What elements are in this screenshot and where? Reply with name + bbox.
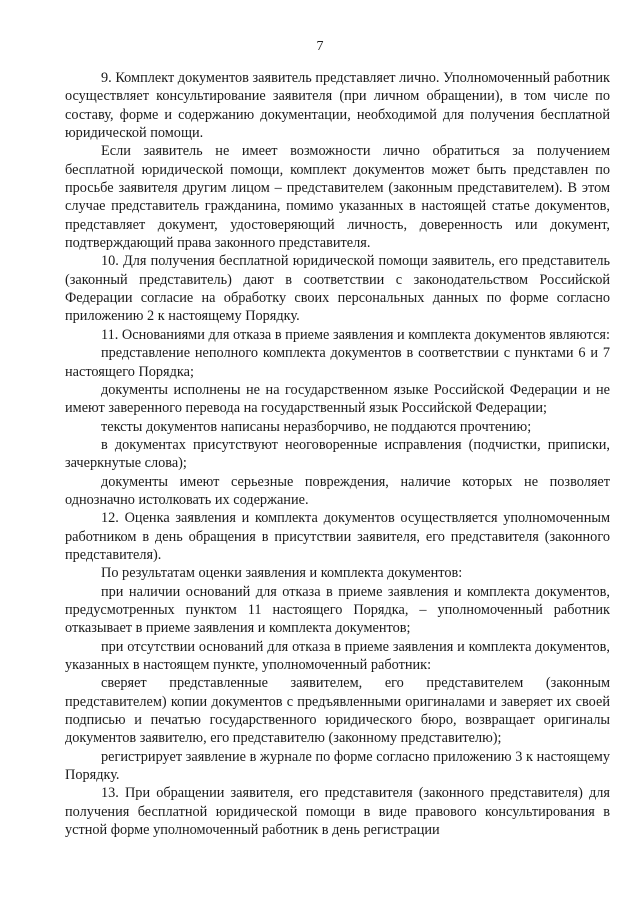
page-number: 7 xyxy=(316,39,324,54)
list-item-verify-copies: сверяет представленные заявителем, его представителем (законным представителем) копии документов с предъявленными оригиналами и заверяет их своей подписью и печатью государственного юридического бюро, возвращает оригиналы документов заявителю, его представителю (законному представителю); xyxy=(65,675,610,747)
list-item-register: регистрирует заявление в журнале по форме согласно приложению 3 к настоящему Порядку. xyxy=(65,748,610,784)
list-item-foreign-language: документы исполнены не на государственном языке Российской Федерации и не имеют заверенного перевода на государственный язык Российской Федерации; xyxy=(65,381,610,417)
list-item-illegible: тексты документов написаны неразборчиво, не поддаются прочтению; xyxy=(101,418,532,435)
list-item-corrections: в документах присутствуют неоговоренные исправления (подчистки, приписки, зачеркнутые слова); xyxy=(65,436,610,472)
list-item-refusal: при наличии оснований для отказа в приеме заявления и комплекта документов, предусмотренных пунктом 11 настоящего Порядка, – уполномоченный работник отказывает в приеме заявления и комплекта документов; xyxy=(65,583,610,637)
paragraph-12-evaluation: 12. Оценка заявления и комплекта документов осуществляется уполномоченным работником в день обращения в присутствии заявителя, его представителя (законного представителя). xyxy=(65,510,610,563)
paragraph-11-refusal-grounds: 11. Основаниями для отказа в приеме заявления и комплекта документов являются: xyxy=(101,326,610,343)
list-item-incomplete-set: представление неполного комплекта документов в соответствии с пунктами 6 и 7 настоящего Порядка; xyxy=(65,345,610,380)
list-item-damaged: документы имеют серьезные повреждения, наличие которых не позволяет однозначно истолковать их содержание. xyxy=(65,473,610,508)
document-body xyxy=(65,69,610,839)
list-item-no-grounds: при отсутствии оснований для отказа в приеме заявления и комплекта документов, указанных в настоящем пункте, уполномоченный работник: xyxy=(65,638,610,673)
paragraph-representative: Если заявитель не имеет возможности лично обратиться за получением бесплатной юридической помощи, комплект документов может быть представлен по просьбе заявителя другим лицом – представителем (законным представителем). В этом случае представитель гражданина, помимо указанных в настоящей статье документов, представляет документ, удостоверяющий личность, доверенность или документ, подтверждающий права законного представителя. xyxy=(65,143,610,252)
paragraph-evaluation-results: По результатам оценки заявления и комплекта документов: xyxy=(101,565,463,582)
paragraph-13-oral-consultation: 13. При обращении заявителя, его представителя (законного представителя) для получения бесплатной юридической помощи в виде правового консультирования в устной форме уполномоченный работник в день регистрации xyxy=(65,785,610,839)
paragraph-9-submission: 9. Комплект документов заявитель представляет лично. Уполномоченный работник осуществляет консультирование заявителя (при личном обращении), в том числе по составу, форме и содержанию документации, необходимой для получения бесплатной юридической помощи. xyxy=(65,70,610,142)
paragraph-10-consent: 10. Для получения бесплатной юридической помощи заявитель, его представитель (законный представитель) дают в соответствии с законодательством Российской Федерации согласие на обработку своих персональных данных по форме согласно приложению 2 к настоящему Порядку. xyxy=(65,253,610,325)
